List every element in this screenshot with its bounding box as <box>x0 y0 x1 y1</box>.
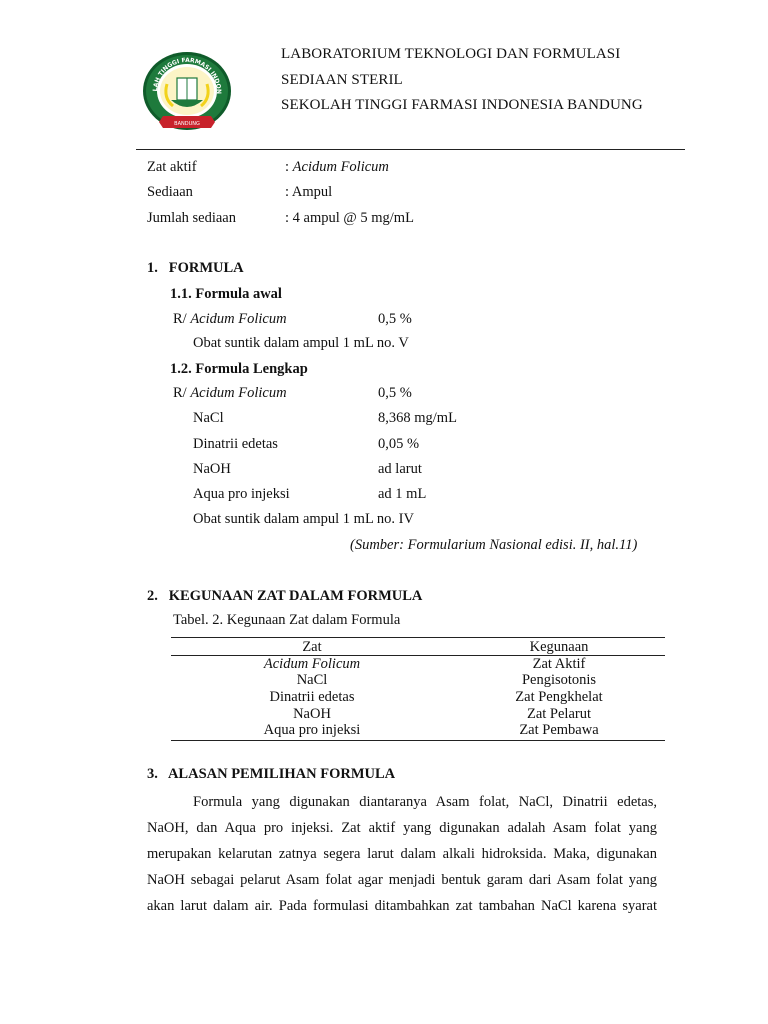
table-caption: Tabel. 2. Kegunaan Zat dalam Formula <box>173 612 401 628</box>
formula-lengkap-item: NaOH <box>193 461 231 477</box>
logo-emblem-icon <box>141 50 233 132</box>
formula-lengkap-item: NaCl <box>193 410 224 426</box>
formula-lengkap-amount: 0,5 % <box>378 385 412 401</box>
table-cell-kegunaan: Zat Pengkhelat <box>515 689 603 705</box>
formula-lengkap-amount: 8,368 mg/mL <box>378 410 457 426</box>
institution-logo <box>141 50 233 132</box>
info-label-jumlah: Jumlah sediaan <box>147 210 236 226</box>
formula-lengkap-item: Dinatrii edetas <box>193 436 278 452</box>
paragraph-line: NaOH, dan Aqua pro injeksi. Zat aktif yang digunakan adalah Asam folat yang <box>147 820 657 836</box>
subsection-1-1-title: 1.1. Formula awal <box>170 286 282 302</box>
table-cell-zat: Acidum Folicum <box>263 656 361 672</box>
formula-lengkap-amount: ad 1 mL <box>378 486 427 502</box>
table-cell-kegunaan: Pengisotonis <box>521 672 597 688</box>
formula-lengkap-item: Aqua pro injeksi <box>193 486 290 502</box>
table-top-rule <box>171 637 665 638</box>
formula-lengkap-amount: ad larut <box>378 461 422 477</box>
table-bottom-rule <box>171 740 665 741</box>
section-3-title: 3. ALASAN PEMILIHAN FORMULA <box>147 766 396 782</box>
formula-source: (Sumber: Formularium Nasional edisi. II, hal.11) <box>350 537 638 553</box>
table-cell-zat: Aqua pro injeksi <box>263 722 361 738</box>
logo-ribbon-text: BANDUNG <box>174 121 200 127</box>
info-value-zat-aktif: : Acidum Folicum <box>285 159 389 175</box>
subsection-1-2-title: 1.2. Formula Lengkap <box>170 361 308 377</box>
table-cell-zat: NaCl <box>296 672 328 688</box>
paragraph-line: Formula yang digunakan diantaranya Asam folat, NaCl, Dinatrii edetas, <box>193 794 657 810</box>
table-cell-kegunaan: Zat Pembawa <box>519 722 599 738</box>
info-value-jumlah: : 4 ampul @ 5 mg/mL <box>285 210 414 226</box>
formula-lengkap-amount: 0,05 % <box>378 436 420 452</box>
info-value-sediaan: : Ampul <box>285 184 333 200</box>
paragraph-line: merupakan kelarutan zatnya segera larut dalam alkali hidroksida. Maka, digunakan <box>147 846 657 862</box>
info-label-zat-aktif: Zat aktif <box>147 159 197 175</box>
formula-awal-item: R/ Acidum Folicum <box>173 311 287 327</box>
section-2-title: 2. KEGUNAAN ZAT DALAM FORMULA <box>147 588 423 604</box>
header-line-2: SEDIAAN STERIL <box>281 72 403 88</box>
formula-lengkap-item: R/ Acidum Folicum <box>173 385 287 401</box>
formula-lengkap-note: Obat suntik dalam ampul 1 mL no. IV <box>193 511 414 527</box>
table-cell-zat: NaOH <box>293 706 331 722</box>
section-1-title: 1. FORMULA <box>147 260 244 276</box>
section-3-paragraph <box>147 789 657 919</box>
paragraph-line: NaOH sebagai pelarut Asam folat agar menjadi bentuk garam dari Asam folat yang <box>147 872 657 888</box>
table-header-zat: Zat <box>302 639 322 655</box>
header-line-3: SEKOLAH TINGGI FARMASI INDONESIA BANDUNG <box>281 97 643 113</box>
table-cell-kegunaan: Zat Aktif <box>532 656 586 672</box>
logo-arc-text: LAH TINGGI FARMASI INDON <box>151 56 223 95</box>
table-header-kegunaan: Kegunaan <box>529 639 589 655</box>
info-label-sediaan: Sediaan <box>147 184 193 200</box>
table-cell-kegunaan: Zat Pelarut <box>526 706 592 722</box>
header-line-1: LABORATORIUM TEKNOLOGI DAN FORMULASI <box>281 46 621 62</box>
header-divider <box>136 149 685 150</box>
formula-awal-amount: 0,5 % <box>378 311 412 327</box>
paragraph-line: akan larut dalam air. Pada formulasi ditambahkan zat tambahan NaCl karena syarat <box>147 898 657 914</box>
table-cell-zat: Dinatrii edetas <box>269 689 355 705</box>
formula-awal-note: Obat suntik dalam ampul 1 mL no. V <box>193 335 409 351</box>
